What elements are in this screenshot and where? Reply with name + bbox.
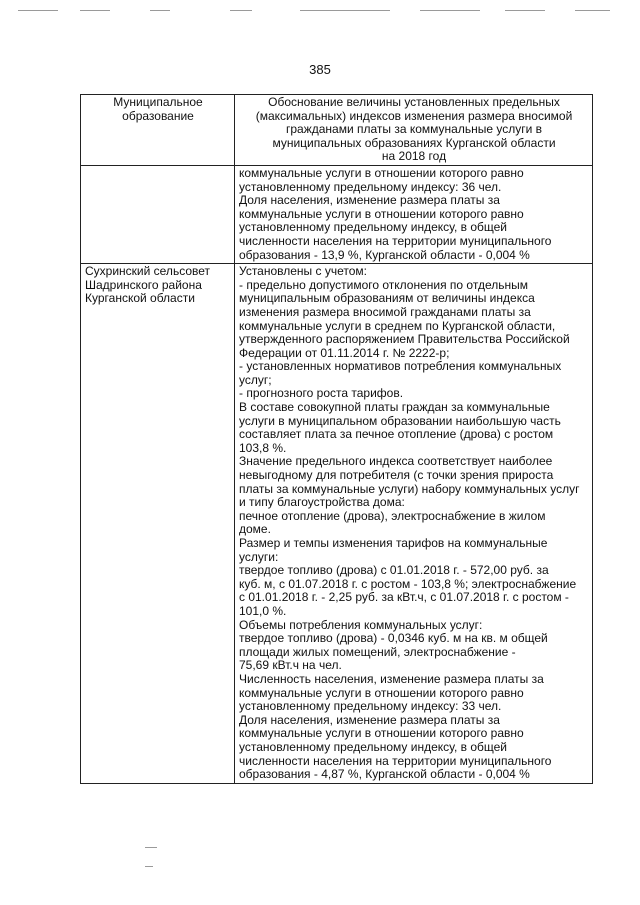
page-number: 385	[309, 62, 331, 77]
scan-artifact	[575, 10, 610, 11]
table-row	[81, 264, 593, 784]
row-municipality-cell: Сухринский сельсовет Шадринского района Курганской области	[81, 264, 235, 784]
header-justification: Обоснование величины установленных предельных (максимальных) индексов изменения размера вносимой гражданами платы за коммунальные услуги в муниципальных образованиях Курганской области на 2018 год	[235, 95, 593, 166]
row-justification-cell: Установлены с учетом: - предельно допустимого отклонения по отдельным муниципальным образованиям от величины индекса изменения размера вносимой гражданами платы за коммунальные услуги в среднем по Курганской области, утвержденного распоряжением Правительства Российской Федерации от 01.11.2014 г. № 2222-р; - установленных нормативов потребления коммунальных услуг; - прогнозного роста тарифов. В составе совокупной платы граждан за коммунальные услуги в муниципальном образовании наибольшую часть составляет плата за печное отопление (дрова) с ростом 103,8 %. Значение предельного индекса соответствует наиболее невыгодному для потребителя (с точки зрения прироста платы за коммунальные услуги) набору коммунальных услуг и типу благоустройства дома: печное отопление (дрова), электроснабжение в жилом доме. Размер и темпы изменения тарифов на коммунальные услуги: твердое топливо (дрова) с 01.01.2018 г. - 572,00 руб. за куб. м, с 01.07.2018 г. с ростом - 103,8 %; электроснабжение с 01.01.2018 г. - 2,25 руб. за кВт.ч, с 01.07.2018 г. с ростом - 101,0 %. Объемы потребления коммунальных услуг: твердое топливо (дрова) - 0,0346 куб. м на кв. м общей площади жилых помещений, электроснабжение - 75,69 кВт.ч на чел. Численность населения, изменение размера платы за коммунальные услуги в отношении которого равно установленному предельному индексу: 33 чел. Доля населения, изменение размера платы за коммунальные услуги в отношении которого равно установленному предельному индексу, в общей численности населения на территории муниципального образования - 4,87 %, Курганской области - 0,004 %	[235, 264, 593, 784]
scan-artifact	[80, 10, 110, 11]
scan-artifact	[420, 10, 480, 11]
table-header-row	[81, 95, 593, 166]
scan-artifact	[300, 10, 390, 11]
scan-artifact	[505, 10, 545, 11]
row-justification-cell: коммунальные услуги в отношении которого равно установленному предельному индексу: 36 чел. Доля населения, изменение размера платы за коммунальные услуги в отношении которого равно установленному предельному индексу, в общей численности населения на территории муниципального образования - 13,9 %, Курганской области - 0,004 %	[235, 165, 593, 263]
header-municipality: Муниципальное образование	[81, 95, 235, 166]
scan-artifact	[230, 10, 252, 11]
scan-artifact	[145, 847, 157, 848]
scan-artifact	[145, 866, 153, 867]
scan-artifact	[18, 10, 58, 11]
row-municipality-cell	[81, 165, 235, 263]
table-row	[81, 165, 593, 263]
scan-artifact	[150, 10, 170, 11]
justification-table	[80, 94, 593, 784]
